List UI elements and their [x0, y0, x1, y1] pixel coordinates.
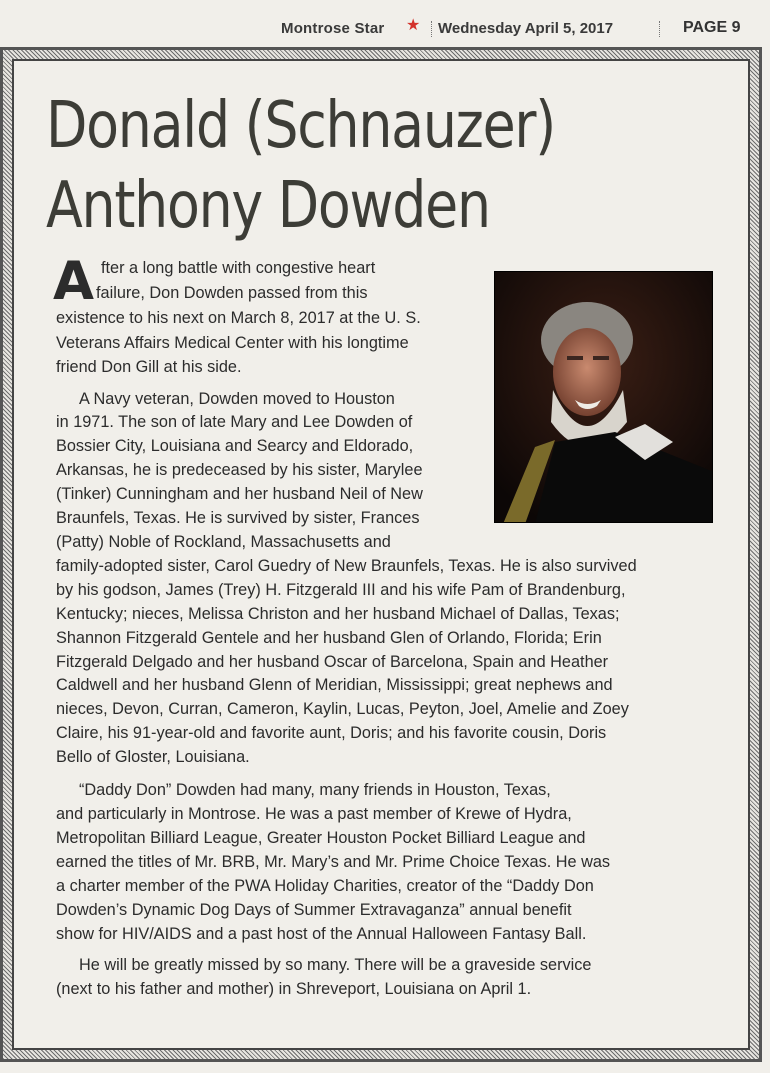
article-line: existence to his next on March 8, 2017 at the U. S. — [56, 309, 421, 327]
article-line: earned the titles of Mr. BRB, Mr. Mary’s and Mr. Prime Choice Texas. He was — [56, 853, 611, 871]
article-line: He will be greatly missed by so many. There will be a graveside service — [79, 956, 592, 974]
article-line: Claire, his 91-year-old and favorite aunt, Doris; and his favorite cousin, Doris — [56, 724, 607, 742]
article-line: failure, Don Dowden passed from this — [96, 284, 368, 302]
article-line: family-adopted sister, Carol Guedry of New Braunfels, Texas. He is also survived — [56, 557, 637, 575]
issue-date: Wednesday April 5, 2017 — [438, 20, 614, 37]
headline-line-2: Anthony Dowden — [46, 169, 490, 243]
dropcap: A — [53, 251, 95, 312]
article-line: Bello of Gloster, Louisiana. — [56, 748, 250, 766]
article-line: fter a long battle with congestive heart — [101, 259, 376, 277]
headline-line-1: Donald (Schnauzer) — [46, 89, 555, 163]
article-line: Fitzgerald Delgado and her husband Oscar of Barcelona, Spain and Heather — [56, 653, 609, 671]
article-line: nieces, Devon, Curran, Cameron, Kaylin, Lucas, Peyton, Joel, Amelie and Zoey — [56, 700, 629, 718]
masthead-divider — [431, 21, 432, 37]
article-line: (Patty) Noble of Rockland, Massachusetts and — [56, 533, 391, 551]
article-line: show for HIV/AIDS and a past host of the Annual Halloween Fantasy Ball. — [56, 925, 587, 943]
article-line: Kentucky; nieces, Melissa Christon and her husband Michael of Dallas, Texas; — [56, 605, 620, 623]
star-icon: ★ — [406, 17, 421, 34]
article-line: Veterans Affairs Medical Center with his longtime — [56, 334, 409, 352]
article-line: a charter member of the PWA Holiday Charities, creator of the “Daddy Don — [56, 877, 594, 895]
article-line: Arkansas, he is predeceased by his sister, Marylee — [56, 461, 423, 479]
article-line: friend Don Gill at his side. — [56, 358, 242, 376]
article-line: Braunfels, Texas. He is survived by sister, Frances — [56, 509, 420, 527]
article-line: Shannon Fitzgerald Gentele and her husband Glen of Orlando, Florida; Erin — [56, 629, 602, 647]
article-line: by his godson, James (Trey) H. Fitzgerald III and his wife Pam of Brandenburg, — [56, 581, 626, 599]
page-number: PAGE 9 — [683, 19, 741, 36]
article-line: “Daddy Don” Dowden had many, many friends in Houston, Texas, — [79, 781, 551, 799]
article-line: in 1971. The son of late Mary and Lee Dowden of — [56, 413, 413, 431]
article-line: Bossier City, Louisiana and Searcy and Eldorado, — [56, 437, 414, 455]
portrait-photo-drawing — [495, 272, 713, 523]
article-line: (next to his father and mother) in Shreveport, Louisiana on April 1. — [56, 980, 532, 998]
article-line: Caldwell and her husband Glenn of Meridian, Mississippi; great nephews and — [56, 676, 613, 694]
masthead — [0, 0, 770, 44]
article-line: Dowden’s Dynamic Dog Days of Summer Extravaganza” annual benefit — [56, 901, 572, 919]
article-line: A Navy veteran, Dowden moved to Houston — [79, 390, 395, 408]
article-line: Metropolitan Billiard League, Greater Houston Pocket Billiard League and — [56, 829, 586, 847]
article-line: (Tinker) Cunningham and her husband Neil of New — [56, 485, 423, 503]
masthead-divider — [659, 21, 660, 37]
article-line: and particularly in Montrose. He was a past member of Krewe of Hydra, — [56, 805, 572, 823]
portrait-photo — [494, 271, 713, 523]
publication-name: Montrose Star — [281, 20, 385, 37]
